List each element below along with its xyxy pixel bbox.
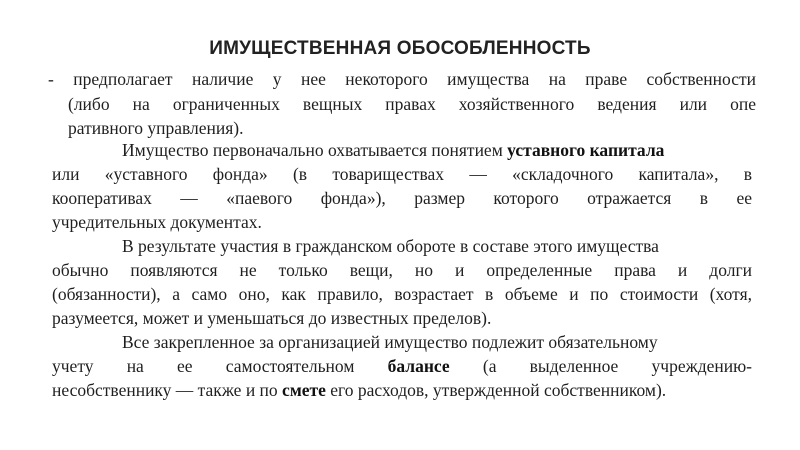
text-line-13: [52, 355, 752, 377]
text-line-6: кооперативах — «паевого фонда»), размер которого отражается в ее: [52, 188, 752, 208]
text-line-14-part-a: несобственнику — также и по: [52, 380, 283, 400]
term-charter-capital: уставного капитала: [507, 140, 665, 160]
text-line-7: учредительных документах.: [52, 212, 262, 232]
text-line-14: [52, 379, 752, 401]
text-line-13-part-a: учету на ее самостоятельном: [52, 356, 388, 376]
text-line-2: (либо на ограниченных вещных правах хозяйственного ведения или опе: [68, 94, 756, 114]
text-line-13-part-c: (а выделенное учреждению-: [449, 356, 752, 376]
term-balance: балансе: [387, 356, 450, 376]
text-line-3: ративного управления).: [68, 118, 244, 138]
text-line-8: В результате участия в гражданском обороте в составе этого имущества: [122, 236, 659, 256]
text-line-4-part-a: Имущество первоначально охватывается понятием: [122, 140, 508, 160]
text-line-5: или «уставного фонда» (в товариществах — «складочного капитала», в: [52, 164, 752, 184]
slide-title: ИМУЩЕСТВЕННАЯ ОБОСОБЛЕННОСТЬ: [209, 38, 591, 59]
text-line-9: обычно появляются не только вещи, но и определенные права и долги: [52, 260, 752, 280]
text-line-14-part-c: его расходов, утвержденной собственником).: [325, 380, 667, 400]
text-line-12: Все закрепленное за организацией имущество подлежит обязательному: [122, 332, 658, 352]
text-line-10: (обязанности), а само оно, как правило, возрастает в объеме и по стоимости (хотя,: [52, 284, 752, 304]
text-line-1: - предполагает наличие у нее некоторого имущества на праве собственности: [48, 69, 756, 89]
term-estimate: смете: [282, 380, 326, 400]
text-line-4: [122, 139, 752, 161]
text-line-11: разумеется, может и уменьшаться до известных пределов).: [52, 308, 492, 328]
